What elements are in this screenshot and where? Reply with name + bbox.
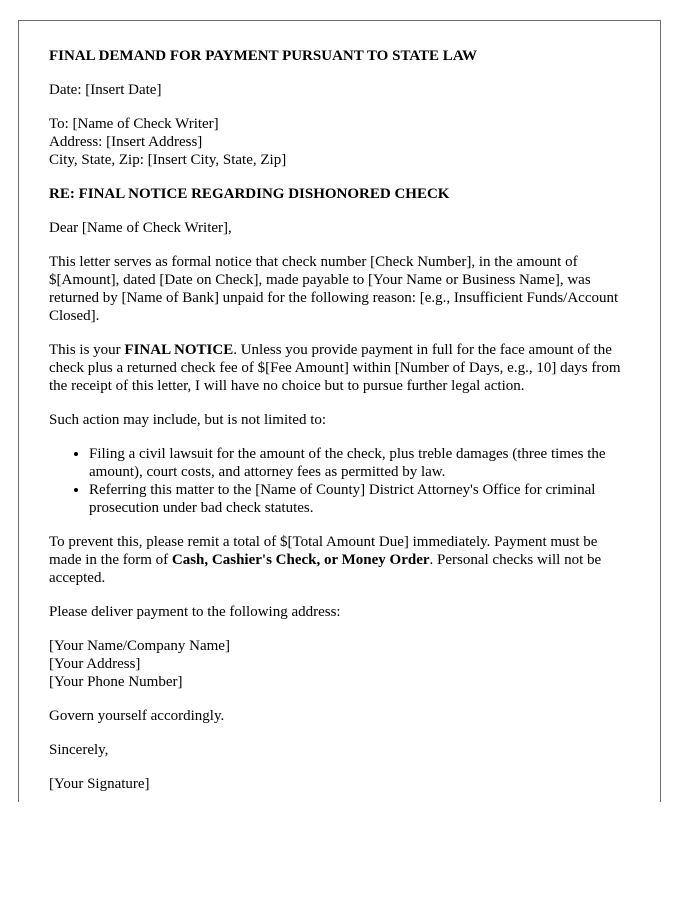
sender-name: [Your Name/Company Name] bbox=[49, 638, 230, 654]
sender-phone: [Your Phone Number] bbox=[49, 674, 183, 690]
list-item: • Filing a civil lawsuit for the amount of the check, plus treble damages (three times the amount), court costs, and attorney fees as permitted by law. bbox=[89, 445, 630, 481]
letter-title: FINAL DEMAND FOR PAYMENT PURSUANT TO STATE LAW bbox=[49, 48, 477, 64]
payment-methods-bold: Cash, Cashier's Check, or Money Order bbox=[171, 552, 430, 568]
salutation: Dear [Name of Check Writer], bbox=[49, 220, 232, 236]
notice-paragraph: This letter serves as formal notice that check number [Check Number], in the amount of $[Amount], dated [Date on Check], made payable to [Your Name or Business Name], was returned by [Name of Bank] unpaid for the following reason: [e.g., Insufficient Funds/Account Closed]. bbox=[49, 254, 619, 324]
final-notice-paragraph bbox=[49, 341, 630, 395]
govern-paragraph: Govern yourself accordingly. bbox=[49, 708, 225, 724]
re-line: RE: FINAL NOTICE REGARDING DISHONORED CHECK bbox=[49, 186, 450, 202]
action-list bbox=[49, 445, 630, 517]
recipient-city: City, State, Zip: [Insert City, State, Zip] bbox=[49, 152, 287, 168]
recipient-address: Address: [Insert Address] bbox=[49, 134, 203, 150]
closing: Sincerely, bbox=[49, 742, 109, 758]
sender-block bbox=[49, 637, 630, 691]
final-notice-post: . Unless you provide payment in full for the face amount of the check plus a returned check fee of $[Fee Amount] within [Number of Days, e.g., 10] days from the receipt of this letter, I will have no choice but to pursue further legal action. bbox=[49, 342, 621, 394]
recipient-block bbox=[49, 115, 630, 169]
recipient-to: To: [Name of Check Writer] bbox=[49, 116, 219, 132]
deliver-paragraph: Please deliver payment to the following address: bbox=[49, 604, 341, 620]
payment-pre: To prevent this, please remit a total of $[Total Amount Due] immediately. Payment must be made in the form of bbox=[49, 534, 598, 568]
final-notice-pre: This is your bbox=[49, 342, 125, 358]
letter-page bbox=[18, 20, 661, 802]
final-notice-bold: FINAL NOTICE bbox=[124, 342, 234, 358]
action-intro: Such action may include, but is not limited to: bbox=[49, 412, 327, 428]
signature: [Your Signature] bbox=[49, 776, 150, 792]
list-item: • Referring this matter to the [Name of County] District Attorney's Office for criminal prosecution under bad check statutes. bbox=[89, 481, 630, 517]
date-line: Date: [Insert Date] bbox=[49, 82, 162, 98]
sender-address: [Your Address] bbox=[49, 656, 141, 672]
payment-post: . Personal checks will not be accepted. bbox=[49, 552, 602, 586]
payment-paragraph bbox=[49, 533, 630, 587]
